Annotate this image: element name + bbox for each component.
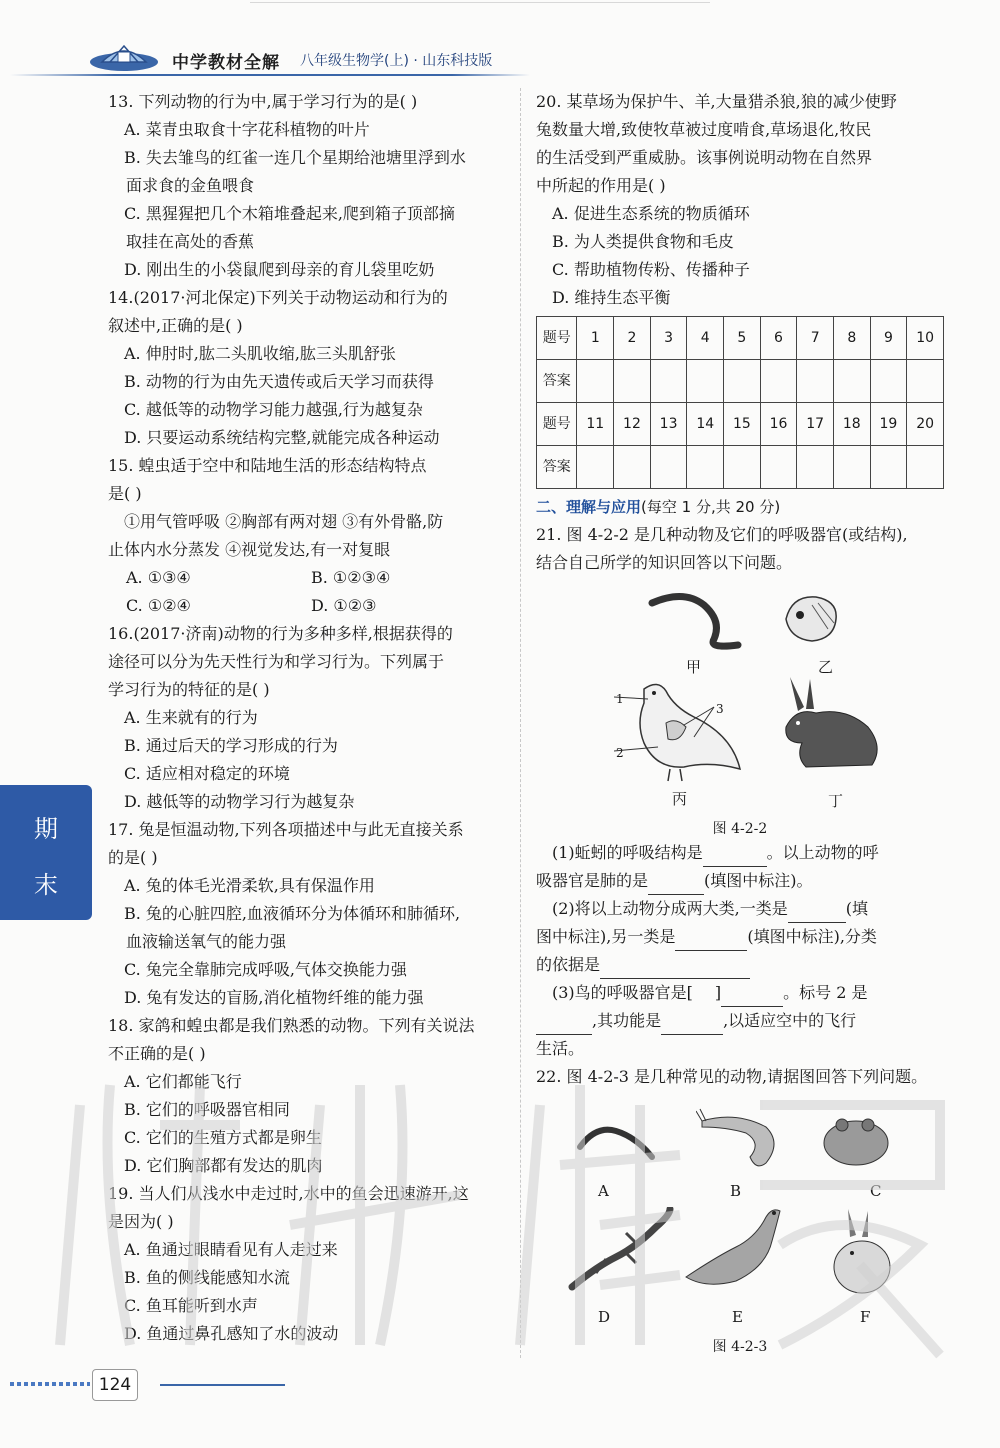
- question-stem: 16.(2017·济南)动物的行为多种多样,根据获得的: [108, 624, 453, 643]
- option-b: B. 鱼的侧线能感知水流: [124, 1268, 290, 1287]
- answer-cell[interactable]: [907, 360, 944, 403]
- question-17: [108, 816, 508, 1012]
- answer-blank[interactable]: [648, 874, 704, 895]
- pigeon-e-illustration: [676, 1197, 786, 1297]
- question-number: 3: [650, 317, 687, 360]
- row-label: 答案: [537, 446, 577, 489]
- question-number: 19: [870, 403, 907, 446]
- footer-rule: [160, 1384, 285, 1386]
- page-header: [0, 0, 1000, 80]
- earthworm-a-illustration: [576, 1117, 656, 1167]
- answer-cell[interactable]: [760, 360, 797, 403]
- tab-char-2: 末: [34, 871, 58, 899]
- question-stem-cont: 是( ): [108, 484, 142, 503]
- question-stem-cont: 途径可以分为先天性行为和学习行为。下列属于: [108, 652, 445, 671]
- sub-question-3-cont: ,其功能是 ,以适应空中的飞行: [536, 1007, 946, 1035]
- question-21: [536, 521, 946, 1063]
- question-number: 4: [687, 317, 724, 360]
- question-number: 5: [724, 317, 761, 360]
- answer-cell[interactable]: [724, 360, 761, 403]
- sub-question-1: (1)蚯蚓的呼吸结构是 。以上动物的呼: [536, 839, 946, 867]
- answer-blank[interactable]: [675, 930, 747, 951]
- option-c-cont: 取挂在高处的香蕉: [126, 232, 255, 251]
- question-stem: 19. 当人们从浅水中走过时,水中的鱼会迅速游开,这: [108, 1184, 469, 1203]
- question-stem: 18. 家鸽和蝗虫都是我们熟悉的动物。下列有关说法: [108, 1016, 475, 1035]
- option-a: A. 兔的体毛光滑柔软,具有保温作用: [124, 876, 375, 895]
- chapter-side-tab: [0, 785, 92, 920]
- option-d: D. 它们胸部都有发达的肌肉: [124, 1156, 323, 1175]
- option-d: D. 越低等的动物学习行为越复杂: [124, 792, 355, 811]
- option-d: D. 鱼通过鼻孔感知了水的波动: [124, 1324, 339, 1343]
- footer-dots: [10, 1382, 90, 1386]
- option-b: B. 动物的行为由先天遗传或后天学习而获得: [124, 372, 434, 391]
- question-number: 16: [760, 403, 797, 446]
- option-a: A. 促进生态系统的物质循环: [552, 204, 750, 223]
- row-label: 答案: [537, 360, 577, 403]
- option-a: A. 鱼通过眼睛看见有人走过来: [124, 1240, 338, 1259]
- label-e: E: [732, 1308, 743, 1326]
- question-19: [108, 1180, 508, 1348]
- answer-cell[interactable]: [724, 446, 761, 489]
- answer-cell[interactable]: [870, 360, 907, 403]
- option-c: C. 兔完全靠肺完成呼吸,气体交换能力强: [124, 960, 407, 979]
- figure-caption: 图 4-2-2: [712, 821, 768, 837]
- option-a: A. 它们都能飞行: [124, 1072, 242, 1091]
- sub-question-2: (2)将以上动物分成两大类,一类是 (填: [536, 895, 946, 923]
- sub-question-1-cont: 吸器官是肺的是 (填图中标注)。: [536, 867, 946, 895]
- sub-question-3-cont2: 生活。: [536, 1039, 585, 1058]
- question-number: 11: [577, 403, 614, 446]
- label-c: C: [870, 1182, 882, 1200]
- question-15: [108, 452, 508, 620]
- question-stem-cont: 的是( ): [108, 848, 158, 867]
- question-13: [108, 88, 508, 284]
- question-stem-cont: 中所起的作用是( ): [536, 176, 666, 195]
- option-b: B. 兔的心脏四腔,血液循环分为体循环和肺循环,: [124, 904, 461, 923]
- page-footer: [0, 1355, 1000, 1445]
- answer-blank[interactable]: [661, 1014, 723, 1035]
- answer-cell[interactable]: [687, 446, 724, 489]
- option-b: B. 为人类提供食物和毛皮: [552, 232, 734, 251]
- statement-items-cont: 止体内水分蒸发 ④视觉发达,有一对复眼: [108, 540, 391, 559]
- question-number: 14: [687, 403, 724, 446]
- statement-items: ①用气管呼吸 ②胸部有两对翅 ③有外骨骼,防: [124, 512, 444, 531]
- option-c: C. ①②④: [126, 596, 191, 615]
- label-ding: 丁: [828, 792, 844, 810]
- number-row-1: [537, 317, 944, 360]
- label-b: B: [730, 1182, 742, 1200]
- right-column: [536, 88, 946, 1369]
- option-c: C. 帮助植物传粉、传播种子: [552, 260, 750, 279]
- left-column: [108, 88, 508, 1348]
- answer-blank[interactable]: [721, 986, 783, 1007]
- answer-cell[interactable]: [577, 360, 614, 403]
- question-stem: 20. 某草场为保护牛、羊,大量猎杀狼,狼的减少使野: [536, 92, 897, 111]
- shrimp-b-illustration: [696, 1107, 786, 1177]
- question-number: 7: [797, 317, 834, 360]
- question-number: 6: [760, 317, 797, 360]
- option-b-cont: 面求食的金鱼喂食: [126, 176, 255, 195]
- question-number: 10: [907, 317, 944, 360]
- answer-blank[interactable]: [703, 846, 767, 867]
- figure-4-2-2: [536, 581, 946, 839]
- frog-c-illustration: [816, 1105, 896, 1175]
- label-1: 1: [616, 692, 624, 706]
- option-a: A. ①③④: [126, 568, 191, 587]
- column-divider: [520, 88, 521, 1358]
- grade-label: 八年级生物学(上): [300, 53, 409, 69]
- sub-question-2-cont: 图中标注),另一类是 (填图中标注),分类: [536, 923, 946, 951]
- option-d: D. 兔有发达的盲肠,消化植物纤维的能力强: [124, 988, 424, 1007]
- figure-4-2-3: [536, 1097, 946, 1369]
- label-3: 3: [716, 702, 724, 716]
- section-note: (每空 1 分,共 20 分): [641, 498, 781, 516]
- question-16: [108, 620, 508, 816]
- question-stem: 13. 下列动物的行为中,属于学习行为的是( ): [108, 92, 418, 111]
- question-stem-cont: 结合自己所学的知识回答以下问题。: [536, 553, 793, 572]
- label-f: F: [860, 1308, 871, 1326]
- book-title: 中学教材全解: [172, 53, 280, 73]
- option-b: B. 通过后天的学习形成的行为: [124, 736, 338, 755]
- question-number: 17: [797, 403, 834, 446]
- option-b: B. 失去雏鸟的红雀一连几个星期给池塘里浮到水: [124, 148, 466, 167]
- options-row-ab: [108, 564, 508, 592]
- question-stem-cont: 是因为( ): [108, 1212, 174, 1231]
- question-number: 2: [614, 317, 651, 360]
- question-number: 20: [907, 403, 944, 446]
- rabbit-f-illustration: [826, 1207, 896, 1297]
- option-b-cont: 血液输送氧气的能力强: [126, 932, 287, 951]
- fish-illustration: [782, 589, 842, 647]
- option-b: B. 它们的呼吸器官相同: [124, 1100, 290, 1119]
- lizard-d-illustration: [566, 1207, 676, 1297]
- label-a: A: [598, 1182, 609, 1200]
- sub-question-3: (3)鸟的呼吸器官是[ ] 。标号 2 是: [536, 979, 946, 1007]
- header-rule: [10, 74, 530, 76]
- question-stem: 15. 蝗虫适于空中和陆地生活的形态结构特点: [108, 456, 427, 475]
- answer-grid: [536, 316, 944, 489]
- answer-cell[interactable]: [870, 446, 907, 489]
- label-yi: 乙: [818, 658, 834, 676]
- answer-cell[interactable]: [833, 360, 870, 403]
- option-a: A. 伸肘时,肱二头肌收缩,肱三头肌舒张: [124, 344, 396, 363]
- section-heading: [536, 493, 946, 521]
- label-bing: 丙: [672, 790, 688, 808]
- question-stem: 22. 图 4-2-3 是几种常见的动物,请据图回答下列问题。: [536, 1067, 928, 1086]
- question-number: 15: [724, 403, 761, 446]
- question-stem-cont: 的生活受到严重威胁。该事例说明动物在自然界: [536, 148, 873, 167]
- question-stem-cont: 不正确的是( ): [108, 1044, 206, 1063]
- question-stem-cont: 叙述中,正确的是( ): [108, 316, 243, 335]
- answer-blank[interactable]: [788, 902, 846, 923]
- answer-blank[interactable]: [600, 958, 750, 979]
- option-c: C. 鱼耳能听到水声: [124, 1296, 258, 1315]
- option-c: C. 适应相对稳定的环境: [124, 764, 290, 783]
- label-d: D: [598, 1308, 611, 1326]
- sub-question-2-cont2: 的依据是: [536, 951, 946, 979]
- rabbit-illustration: [776, 677, 886, 777]
- answer-cell[interactable]: [907, 446, 944, 489]
- question-number: 18: [833, 403, 870, 446]
- row-label: 题号: [537, 403, 577, 446]
- answer-cell[interactable]: [760, 446, 797, 489]
- answer-cell[interactable]: [833, 446, 870, 489]
- section-title: 二、理解与应用: [536, 498, 642, 516]
- question-number: 9: [870, 317, 907, 360]
- answer-cell[interactable]: [650, 446, 687, 489]
- question-number: 12: [614, 403, 651, 446]
- answer-cell[interactable]: [797, 360, 834, 403]
- option-b: B. ①②③④: [311, 568, 391, 587]
- question-14: [108, 284, 508, 452]
- earthworm-illustration: [644, 591, 744, 651]
- figure-caption: 图 4-2-3: [712, 1339, 768, 1355]
- pigeon-anatomy-illustration: [614, 677, 746, 785]
- question-stem: 21. 图 4-2-2 是几种动物及它们的呼吸器官(或结构),: [536, 525, 908, 544]
- tab-char-1: 期: [34, 815, 58, 843]
- answer-blank[interactable]: [536, 1014, 592, 1035]
- option-a: A. 菜青虫取食十字花科植物的叶片: [124, 120, 370, 139]
- answer-cell[interactable]: [650, 360, 687, 403]
- answer-cell[interactable]: [614, 360, 651, 403]
- question-number: 8: [833, 317, 870, 360]
- question-number: 1: [577, 317, 614, 360]
- answer-cell[interactable]: [687, 360, 724, 403]
- option-c: C. 它们的生殖方式都是卵生: [124, 1128, 322, 1147]
- options-row-cd: [108, 592, 508, 620]
- question-20: [536, 88, 946, 312]
- question-stem-cont: 学习行为的特征的是( ): [108, 680, 270, 699]
- label-2: 2: [616, 746, 624, 760]
- page-number: 124: [92, 1369, 138, 1401]
- row-label: 题号: [537, 317, 577, 360]
- option-d: D. 只要运动系统结构完整,就能完成各种运动: [124, 428, 440, 447]
- option-d: D. ①②③: [311, 596, 377, 615]
- option-a: A. 生来就有的行为: [124, 708, 258, 727]
- answer-cell[interactable]: [577, 446, 614, 489]
- option-c: C. 越低等的动物学习能力越强,行为越复杂: [124, 400, 423, 419]
- grade-edition: 八年级生物学(上) · 山东科技版: [300, 53, 493, 69]
- question-stem: 17. 兔是恒温动物,下列各项描述中与此无直接关系: [108, 820, 464, 839]
- question-stem-cont: 兔数量大增,致使牧草被过度啃食,草场退化,牧民: [536, 120, 872, 139]
- number-row-2: [537, 403, 944, 446]
- answer-cell[interactable]: [797, 446, 834, 489]
- answer-cell[interactable]: [614, 446, 651, 489]
- question-22: [536, 1063, 946, 1369]
- edition-label: 山东科技版: [422, 53, 493, 69]
- answer-row-1: [537, 360, 944, 403]
- option-d: D. 刚出生的小袋鼠爬到母亲的育儿袋里吃奶: [124, 260, 435, 279]
- top-edge-line: [250, 2, 710, 3]
- question-number: 13: [650, 403, 687, 446]
- question-stem: 14.(2017·河北保定)下列关于动物运动和行为的: [108, 288, 448, 307]
- question-18: [108, 1012, 508, 1180]
- option-c: C. 黑猩猩把几个木箱堆叠起来,爬到箱子顶部摘: [124, 204, 455, 223]
- answer-row-2: [537, 446, 944, 489]
- book-logo-icon: [88, 38, 160, 72]
- label-jia: 甲: [686, 658, 702, 676]
- option-d: D. 维持生态平衡: [552, 288, 671, 307]
